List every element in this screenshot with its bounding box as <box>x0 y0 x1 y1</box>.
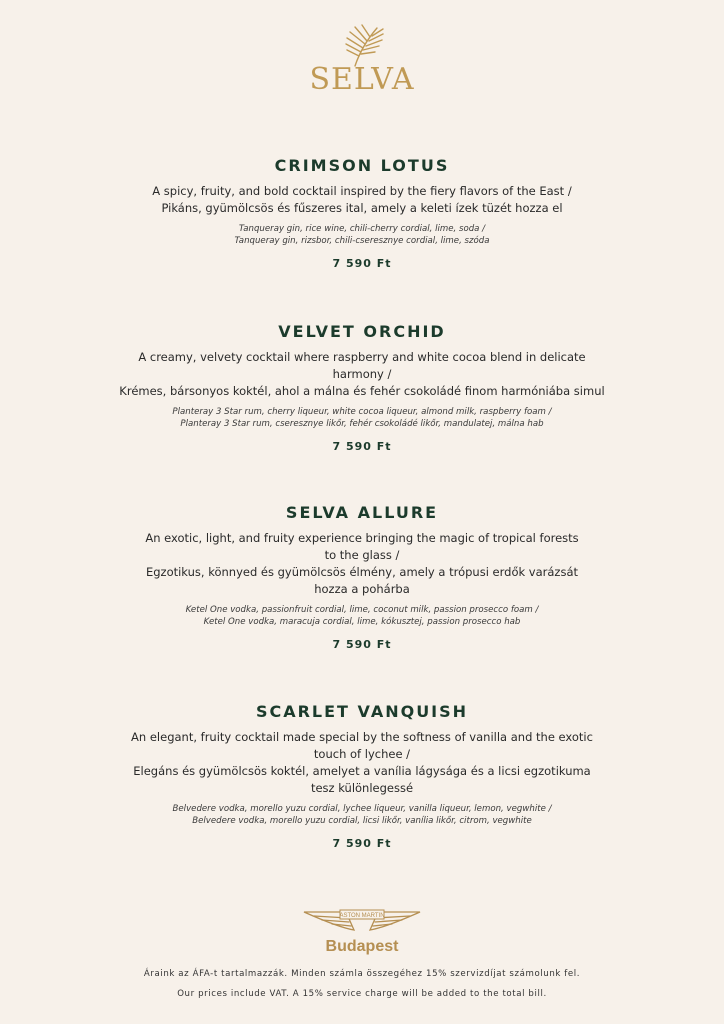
aston-martin-logo <box>0 908 724 956</box>
item-ingredients: Tanqueray gin, rice wine, chili-cherry cordial, lime, soda / Tanqueray gin, rizsbor, chili-cseresznye cordial, lime, szóda <box>234 224 490 246</box>
item-description: An elegant, fruity cocktail made special by the softness of vanilla and the exotic touch of lychee / Elegáns és gyümölcsös koktél, amelyet a vanília lágysága és a licsi egzotikuma tesz különlegessé <box>131 730 593 795</box>
aston-martin-wings-icon <box>302 908 422 936</box>
partner-badge: ASTON MARTIN <box>339 913 385 919</box>
item-title: SELVA ALLURE <box>285 503 439 522</box>
item-ingredients: Ketel One vodka, passionfruit cordial, lime, coconut milk, passion prosecco foam / Ketel One vodka, maracuja cordial, lime, kókusztej, passion prosecco hab <box>185 605 539 627</box>
item-price: 7 590 Ft <box>332 837 392 850</box>
menu-item <box>110 156 614 270</box>
item-description: A spicy, fruity, and bold cocktail inspired by the fiery flavors of the East / Pikáns, gyümölcsös és fűszeres ital, amely a keleti ízek tüzét hozza el <box>152 184 572 215</box>
item-title: CRIMSON LOTUS <box>274 156 450 175</box>
item-description: An exotic, light, and fruity experience bringing the magic of tropical forests to the glass / Egzotikus, könnyed és gyümölcsös élmény, amely a trópusi erdők varázsát hozza a pohárba <box>145 531 579 596</box>
vat-note-en: Our prices include VAT. A 15% service charge will be added to the total bill. <box>177 989 547 999</box>
menu-item <box>110 702 614 850</box>
item-ingredients: Belvedere vodka, morello yuzu cordial, lychee liqueur, vanilla liqueur, lemon, vegwhite / Belvedere vodka, morello yuzu cordial, licsi likőr, vanília likőr, citrom, vegwhite <box>172 804 552 826</box>
item-price: 7 590 Ft <box>332 257 392 270</box>
item-price: 7 590 Ft <box>332 440 392 453</box>
item-ingredients: Planteray 3 Star rum, cherry liqueur, white cocoa liqueur, almond milk, raspberry foam / Planteray 3 Star rum, cseresznye likőr, fehér csokoládé likőr, mandulatej, málna hab <box>172 407 552 429</box>
menu-item <box>110 503 614 651</box>
selva-logo <box>0 24 724 97</box>
vat-note-hu: Áraink az ÁFA-t tartalmazzák. Minden számla összegéhez 15% szervizdíjat számolunk fel. <box>143 969 581 979</box>
item-title: VELVET ORCHID <box>278 322 446 341</box>
item-description: A creamy, velvety cocktail where raspberry and white cocoa blend in delicate harmony / Krémes, bársonyos koktél, ahol a málna és fehér csokoládé finom harmóniába simul <box>119 350 605 398</box>
item-price: 7 590 Ft <box>332 638 392 651</box>
partner-city: Budapest <box>325 938 399 955</box>
brand-name: SELVA <box>309 62 415 97</box>
menu-item <box>110 322 614 453</box>
item-title: SCARLET VANQUISH <box>255 702 469 721</box>
